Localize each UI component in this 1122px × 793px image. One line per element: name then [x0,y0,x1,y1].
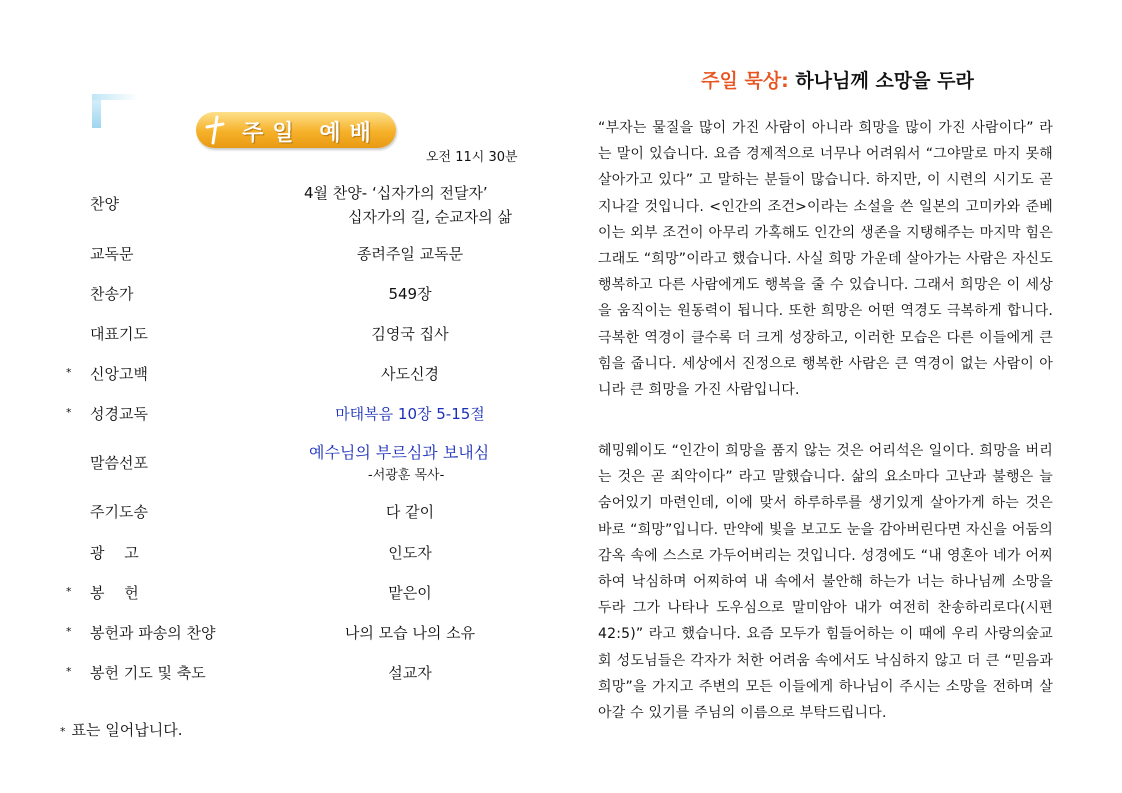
meditation-title-rest: 하나님께 소망을 두라 [788,70,974,92]
order-label: 광 고 [90,544,139,562]
order-value: 인도자 [388,544,432,562]
sermon-preacher: -서광훈 목사- [368,468,445,483]
corner-decoration [88,92,140,132]
order-label: 신앙고백 [90,365,148,383]
praise-song-line2: 십자가의 길, 순교자의 삶 [348,208,512,226]
standing-star-icon: * [66,665,72,678]
order-label: 성경교독 [90,405,148,423]
order-value: 나의 모습 나의 소유 [344,624,476,642]
standing-star-icon: * [66,366,72,379]
order-value: 맡은이 [388,584,432,602]
order-label: 말씀선포 [90,454,148,472]
order-value: 다 같이 [385,503,435,521]
praise-song-line1: 4월 찬양- ‘십자가의 전달자’ [304,184,488,202]
order-label: 찬양 [90,195,119,213]
scripture-reference: 마태복음 10장 5-15절 [335,405,485,423]
sermon-title: 예수님의 부르심과 보내심 [309,443,490,462]
order-label: 찬송가 [90,285,134,303]
standing-note-text: 표는 일어납니다. [71,721,183,739]
standing-note [60,719,182,740]
order-label: 교독문 [90,245,134,263]
order-label: 주기도송 [90,503,148,521]
service-time: 오전 11시 30분 [426,150,518,165]
meditation-paragraph-2: 헤밍웨이도 “인간이 희망을 품지 않는 것은 어리석은 일이다. 희망을 버리는 것은 곧 죄악이다” 라고 말했습니다. 삶의 요소마다 고난과 불행은 늘 숨어있기 마련인데, 이에 맞서 하루하루를 생기있게 살아가게 하는 것은 바로 “희망”입니다. 만약에 빛을 보고도 눈을 감아버린다면 자신을 어둠의 감옥 속에 스스로 가두어버리는 것입니다. 성경에도 “내 영혼아 네가 어찌하여 낙심하며 어찌하여 내 속에서 불안해 하는가 너는 하나님께 소망을 두라 그가 나타나 도우심으로 말미암아 내가 여전히 찬송하리로다(시편42:5)” 라고 했습니다. 요즘 모두가 힘들어하는 이 때에 우리 사랑의숲교회 성도님들은 각자가 처한 어려움 속에서도 낙심하지 않고 더 큰 “믿음과 희망”을 가지고 주변의 모든 이들에게 하나님이 주시는 소망을 전하며 살아갈 수 있기를 주님의 이름으로 부탁드립니다. [598,443,1053,722]
standing-star-icon: * [66,406,72,419]
standing-star-icon: * [66,585,72,598]
standing-star-icon: * [66,625,72,638]
order-value: 김영국 집사 [371,325,449,343]
banner-title: 주일 예배 [242,121,380,146]
order-value: 설교자 [388,664,432,682]
worship-banner [196,112,396,150]
order-label: 봉헌과 파송의 찬양 [90,624,216,642]
order-value: 549장 [388,285,432,303]
order-value: 사도신경 [381,365,439,383]
meditation-title-prefix: 주일 묵상: [701,70,789,92]
order-label: 봉 헌 [90,584,139,602]
order-label: 대표기도 [90,325,148,343]
standing-star-icon: * [60,725,66,738]
order-value: 종려주일 교독문 [356,245,464,263]
corner-bar-horizontal [92,94,138,100]
meditation-paragraph-1: “부자는 물질을 많이 가진 사람이 아니라 희망을 많이 가진 사람이다” 라는 말이 있습니다. 요즘 경제적으로 너무나 어려워서 “그야말로 마지 못해 살아가고 있다” 고 말하는 분들이 많습니다. 하지만, 이 시련의 시기도 곧 지나갈 것입니다. <인간의 조건>이라는 소설을 쓴 일본의 고미카와 준베이는 외부 조건이 아무리 가혹해도 인간의 생존을 지탱해주는 마지막 힘은 그래도 “희망”이라고 했습니다. 사실 희망 가운데 살아가는 사람은 자신도 행복하고 다른 사람에게도 행복을 줄 수 있습니다. 그래서 희망은 이 세상을 움직이는 원동력이 됩니다. 또한 희망은 어떤 역경도 극복하게 합니다. 극복한 역경이 클수록 더 크게 성장하고, 이러한 모습은 다른 이들에게 큰 힘을 줍니다. 세상에서 진정으로 행복한 사람은 큰 역경이 없는 사람이 아니라 큰 희망을 가진 사람입니다. [598,120,1053,399]
meditation-title [600,66,1075,93]
cross-icon [204,115,226,145]
order-label: 봉헌 기도 및 축도 [90,664,206,682]
